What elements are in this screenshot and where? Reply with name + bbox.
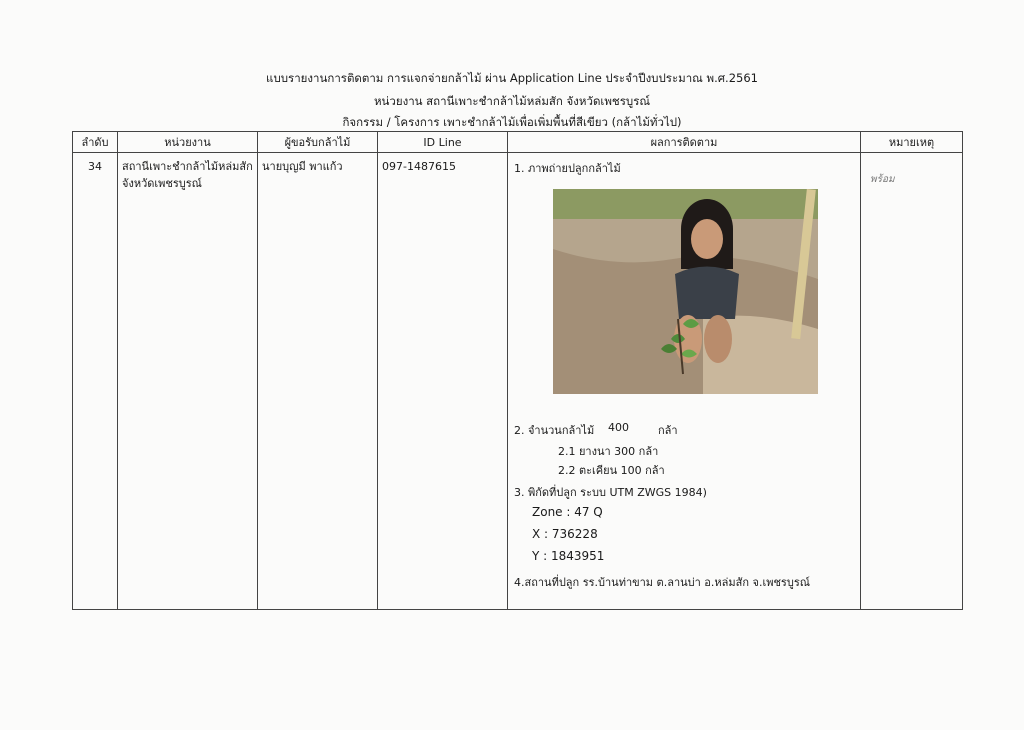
row-id-line: 097-1487615 bbox=[382, 160, 456, 173]
planting-photo bbox=[553, 189, 818, 394]
coords-zone: Zone : 47 Q bbox=[532, 505, 603, 519]
coords-x: X : 736228 bbox=[532, 527, 598, 541]
col-header-id-line: ID Line bbox=[378, 132, 508, 153]
cell-no bbox=[73, 153, 118, 610]
report-agency: หน่วยงาน สถานีเพาะชำกล้าไม้หล่มสัก จังหวัดเพชรบูรณ์ bbox=[373, 94, 651, 108]
cell-result bbox=[508, 153, 861, 610]
row-recipient: นายบุญมี พาแก้ว bbox=[262, 160, 343, 173]
col-header-recipient: ผู้ขอรับกล้าไม้ bbox=[258, 132, 378, 153]
count-value: 400 bbox=[608, 421, 629, 434]
table-row bbox=[73, 153, 963, 610]
count-label: 2. จำนวนกล้าไม้ bbox=[514, 424, 595, 437]
count-sub-item: 2.1 ยางนา 300 กล้า bbox=[558, 445, 659, 458]
report-title: แบบรายงานการติดตาม การแจกจ่ายกล้าไม้ ผ่าน Application Line ประจำปีงบประมาณ พ.ศ.2561 bbox=[266, 71, 758, 85]
count-unit: กล้า bbox=[658, 424, 678, 437]
col-header-no: ลำดับ bbox=[73, 132, 118, 153]
row-number: 34 bbox=[88, 160, 102, 173]
table-header-row bbox=[73, 132, 963, 153]
coords-y: Y : 1843951 bbox=[532, 549, 605, 563]
coords-label: 3. พิกัดที่ปลูก ระบบ UTM ZWGS 1984) bbox=[514, 486, 707, 499]
planting-photo-illustration bbox=[553, 189, 818, 394]
cell-agency bbox=[118, 153, 258, 610]
photo-label: 1. ภาพถ่ายปลูกกล้าไม้ bbox=[514, 162, 621, 175]
report-table bbox=[72, 131, 963, 610]
planting-place: 4.สถานที่ปลูก รร.บ้านท่าขาม ต.ลานบ่า อ.หล่มสัก จ.เพชรบูรณ์ bbox=[514, 576, 810, 589]
count-sub-item: 2.2 ตะเคียน 100 กล้า bbox=[558, 464, 665, 477]
row-agency: สถานีเพาะชำกล้าไม้หล่มสัก จังหวัดเพชรบูรณ์ bbox=[122, 160, 253, 190]
cell-recipient bbox=[258, 153, 378, 610]
cell-note bbox=[861, 153, 963, 610]
cell-id-line bbox=[378, 153, 508, 610]
report-activity: กิจกรรม / โครงการ เพาะชำกล้าไม้เพื่อเพิ่มพื้นที่สีเขียว (กล้าไม้ทั่วไป) bbox=[342, 115, 682, 129]
handwritten-note: พร้อม bbox=[870, 174, 895, 185]
col-header-agency: หน่วยงาน bbox=[118, 132, 258, 153]
col-header-note: หมายเหตุ bbox=[861, 132, 963, 153]
col-header-result: ผลการติดตาม bbox=[508, 132, 861, 153]
